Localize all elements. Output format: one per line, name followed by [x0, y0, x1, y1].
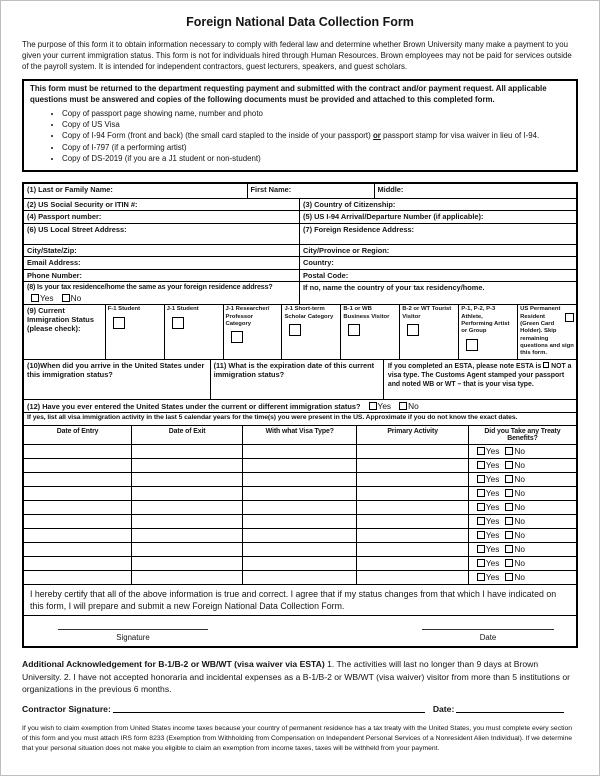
contractor-signature-section: [22, 704, 578, 714]
visa-type-cell[interactable]: [243, 571, 357, 584]
treaty-benefits-cell: [469, 473, 576, 486]
treaty-no-label: No: [514, 529, 526, 540]
page-title: Foreign National Data Collection Form: [186, 15, 414, 29]
contractor-date-label: Date:: [432, 703, 455, 714]
row-immigration-status: [24, 305, 576, 360]
question-10-cell[interactable]: (10)When did you arrive in the United States under this immigration status?: [24, 360, 211, 399]
activity-row: [24, 487, 576, 501]
treaty-no-label: No: [514, 543, 526, 554]
checklist-i94-text: Copy of I-94 Form (front and back) (the small card stapled to the inside of your passport): [62, 131, 373, 141]
visa-type-cell[interactable]: [243, 501, 357, 514]
row-passport-i94: [24, 211, 576, 224]
entry-date-cell[interactable]: [24, 487, 132, 500]
esta-note-text: If you completed an ESTA, please note ESTA is: [387, 362, 544, 370]
certification-row: [24, 585, 576, 617]
field-us-street-address[interactable]: (6) US Local Street Address:: [24, 224, 300, 244]
activity-row: [24, 501, 576, 515]
acknowledgement-text: 1. The activities will last no longer than 9 days at Brown University. 2. I have not accepted honoraria and incidental expenses as a B-1/B-2 or WB/WT (visa waiver) visitor from more than 5 institutions or organizations in the previous 6 months.: [22, 659, 571, 695]
activity-row: [24, 529, 576, 543]
row-phone-postal: [24, 270, 576, 283]
main-form-table: [22, 182, 578, 649]
signature-label: Signature: [116, 633, 150, 643]
treaty-no-checkbox[interactable]: [505, 559, 513, 567]
status-option-j1-student: [165, 305, 224, 359]
field-email-address[interactable]: Email Address:: [24, 257, 300, 269]
exit-date-cell[interactable]: [132, 459, 243, 472]
status-option-p1-p2-p3: [459, 305, 518, 359]
exit-date-cell[interactable]: [132, 543, 243, 556]
q12-yes-no-group: [369, 402, 425, 411]
treaty-no-label: No: [514, 473, 526, 484]
status-option-j1-researcher: [224, 305, 283, 359]
treaty-yes-checkbox[interactable]: [477, 447, 485, 455]
b1-wb-checkbox[interactable]: [348, 324, 360, 336]
row-addresses: [24, 224, 576, 245]
header-visa-type: With what Visa Type?: [243, 426, 357, 444]
q12-no-checkbox[interactable]: [399, 402, 407, 410]
status-label-j1-student: J-1 Student: [166, 306, 199, 313]
treaty-no-label: No: [514, 557, 526, 568]
entry-date-cell[interactable]: [24, 445, 132, 458]
treaty-yes-checkbox[interactable]: [477, 517, 485, 525]
q8-no-label: No: [70, 293, 82, 304]
treaty-yes-label: Yes: [485, 571, 500, 582]
permanent-resident-checkbox[interactable]: [565, 313, 574, 322]
signature-group: [58, 629, 208, 642]
f1-student-checkbox[interactable]: [113, 317, 125, 329]
treaty-yes-label: Yes: [485, 459, 500, 470]
status-section-label: (9) Current Immigration Status (please check):: [24, 305, 106, 359]
field-i94-number[interactable]: (5) US I-94 Arrival/Departure Number (if applicable):: [303, 212, 484, 222]
status-label-f1-student: F-1 Student: [107, 306, 141, 313]
treaty-no-checkbox[interactable]: [505, 475, 513, 483]
exit-date-cell[interactable]: [132, 515, 243, 528]
activity-row: [24, 571, 576, 585]
status-option-permanent-resident: [518, 305, 576, 359]
treaty-no-label: No: [514, 515, 526, 526]
treaty-yes-label: Yes: [485, 501, 500, 512]
entry-date-cell[interactable]: [24, 571, 132, 584]
treaty-no-checkbox[interactable]: [505, 489, 513, 497]
contractor-date-line[interactable]: [456, 712, 564, 713]
treaty-yes-checkbox[interactable]: [477, 461, 485, 469]
esta-note-text-end: NOT a visa type. The Customs Agent stamped your passport and noted WB or WT – that is your visa type.: [387, 362, 572, 388]
entry-date-cell[interactable]: [24, 557, 132, 570]
q12-followup-text: If yes, list all visa immigration activity in the last 5 calendar years for the time(s) you were present in the US. Approximate if you do not know the exact dates.: [27, 413, 518, 421]
j1-researcher-checkbox[interactable]: [231, 331, 243, 343]
treaty-yes-label: Yes: [485, 445, 500, 456]
exit-date-cell[interactable]: [132, 501, 243, 514]
activity-row: [24, 445, 576, 459]
exit-date-cell[interactable]: [132, 473, 243, 486]
treaty-benefits-cell: [469, 529, 576, 542]
field-phone-number[interactable]: Phone Number:: [24, 270, 300, 282]
field-foreign-residence-address[interactable]: (7) Foreign Residence Address:: [303, 224, 415, 234]
treaty-yes-checkbox[interactable]: [477, 475, 485, 483]
notice-heading: This form must be returned to the department requesting payment and submitted with the contract and/or payment request. All applicable questions must be answered and copies of the following documents must be provided and attached to this completed form.: [30, 84, 547, 104]
treaty-benefits-cell: [469, 557, 576, 570]
field-postal-code[interactable]: Postal Code:: [303, 270, 349, 280]
checklist-i94-text-end: passport stamp for visa waiver in lieu of I-94.: [380, 131, 540, 141]
checklist-item-i797: • Copy of I-797 (if a performing artist): [62, 143, 568, 153]
field-last-name[interactable]: (1) Last or Family Name:: [24, 184, 248, 198]
row-q12: [24, 400, 576, 413]
row-city: [24, 245, 576, 258]
q12-yes-checkbox[interactable]: [369, 402, 377, 410]
q8-no-checkbox[interactable]: [62, 294, 70, 302]
treaty-no-checkbox[interactable]: [505, 503, 513, 511]
p1-p2-p3-checkbox[interactable]: [466, 339, 478, 351]
row-q10-q11-esta: [24, 360, 576, 400]
exit-date-cell[interactable]: [132, 571, 243, 584]
status-option-j1-short-term: [282, 305, 341, 359]
primary-activity-cell[interactable]: [357, 487, 469, 500]
visa-type-cell[interactable]: [243, 473, 357, 486]
contractor-signature-label: Contractor Signature:: [22, 703, 111, 714]
question-11-cell[interactable]: (11) What is the expiration date of this current immigration status?: [211, 360, 384, 399]
permanent-resident-text: US Permanent Resident (Green Card Holder). Skip remaining questions and sign this form.: [520, 306, 574, 357]
primary-activity-cell[interactable]: [357, 515, 469, 528]
entry-date-cell[interactable]: [24, 515, 132, 528]
question-8-cell: [24, 282, 300, 304]
field-country-citizenship[interactable]: (3) Country of Citizenship:: [303, 199, 396, 209]
primary-activity-cell[interactable]: [357, 459, 469, 472]
treaty-yes-checkbox[interactable]: [477, 573, 485, 581]
treaty-yes-label: Yes: [485, 473, 500, 484]
treaty-benefits-cell: [469, 445, 576, 458]
activity-row: [24, 459, 576, 473]
exit-date-cell[interactable]: [132, 529, 243, 542]
status-option-b1-wb: [341, 305, 400, 359]
treaty-yes-checkbox[interactable]: [477, 531, 485, 539]
visa-type-cell[interactable]: [243, 557, 357, 570]
visa-type-cell[interactable]: [243, 543, 357, 556]
primary-activity-cell[interactable]: [357, 473, 469, 486]
checklist-i94-or: or: [372, 131, 381, 141]
treaty-yes-checkbox[interactable]: [477, 559, 485, 567]
status-label-b2-wt: B-2 or WT Tourist Visitor: [402, 306, 452, 320]
field-first-name[interactable]: First Name:: [248, 184, 375, 198]
visa-type-cell[interactable]: [243, 515, 357, 528]
row-q12-followup: [24, 413, 576, 426]
treaty-yes-label: Yes: [485, 543, 500, 554]
field-ssn-itin[interactable]: (2) US Social Security or ITIN #:: [24, 199, 300, 211]
entry-date-cell[interactable]: [24, 459, 132, 472]
primary-activity-cell[interactable]: [357, 529, 469, 542]
activity-row: [24, 557, 576, 571]
q8-yes-label: Yes: [40, 293, 54, 304]
status-label-b1-wb: B-1 or WB Business Visitor: [343, 306, 390, 320]
treaty-benefits-cell: [469, 487, 576, 500]
header-treaty-benefits: Did you Take any Treaty Benefits?: [484, 427, 561, 442]
exit-date-cell[interactable]: [132, 487, 243, 500]
b2-wt-checkbox[interactable]: [407, 324, 419, 336]
q8-yes-no-group: [31, 293, 296, 303]
entry-date-cell[interactable]: [24, 529, 132, 542]
q12-no-label: No: [408, 400, 419, 411]
visa-type-cell[interactable]: [243, 487, 357, 500]
j1-short-term-checkbox[interactable]: [289, 324, 301, 336]
primary-activity-cell[interactable]: [357, 501, 469, 514]
treaty-no-checkbox[interactable]: [505, 461, 513, 469]
visa-type-cell[interactable]: [243, 459, 357, 472]
primary-activity-cell[interactable]: [357, 557, 469, 570]
treaty-no-checkbox[interactable]: [505, 545, 513, 553]
status-label-j1-short-term: J-1 Short-term Scholar Category: [284, 306, 334, 320]
intro-paragraph: The purpose of this form it to obtain information necessary to comply with federal law and determine whether Brown University many make a payment to you given your current immigration status. This form is not for individuals hired through Human Resources. Brown employees may not be paid for services outside of the payroll system. It is intended for independent contractors, guest lecturers, speakers, and guest scholars.: [22, 40, 572, 72]
treaty-no-checkbox[interactable]: [505, 573, 513, 581]
signature-row: [24, 616, 576, 646]
treaty-benefits-cell: [469, 501, 576, 514]
question-12-cell: [24, 400, 576, 412]
entry-date-cell[interactable]: [24, 473, 132, 486]
checklist-item-ds2019: • Copy of DS-2019 (if you are a J1 student or non-student): [62, 154, 568, 164]
header-date-of-entry: Date of Entry: [24, 426, 132, 444]
status-label-p1-p2-p3: P-1, P-2, P-3 Athlete, Performing Artist or Group: [461, 306, 510, 335]
question-8-label: (8) Is your tax residence/home the same as your foreign residence address?: [27, 283, 273, 292]
treaty-no-label: No: [514, 487, 526, 498]
notice-box: [22, 79, 578, 171]
status-label-j1-researcher: J-1 Researcher/ Professor Category: [225, 306, 270, 327]
treaty-benefits-cell: [469, 459, 576, 472]
treaty-yes-checkbox[interactable]: [477, 489, 485, 497]
date-label: Date: [479, 633, 497, 643]
treaty-no-label: No: [514, 445, 526, 456]
field-passport-number[interactable]: (4) Passport number:: [24, 211, 300, 223]
treaty-yes-label: Yes: [485, 557, 500, 568]
treaty-no-label: No: [514, 571, 526, 582]
treaty-benefits-cell: [469, 543, 576, 556]
treaty-no-checkbox[interactable]: [505, 447, 513, 455]
certification-statement: I hereby certify that all of the above information is true and correct. I agree that if my status changes from that which I have indicated on this form, I will prepare and submit a new Foreign National Data Collection Form.: [30, 588, 557, 612]
field-city-province-region[interactable]: City/Province or Region:: [303, 245, 390, 255]
j1-student-checkbox[interactable]: [172, 317, 184, 329]
treaty-no-label: No: [514, 459, 526, 470]
treaty-benefits-cell: [469, 571, 576, 584]
acknowledgement-heading: Additional Acknowledgement for B-1/B-2 or WB/WT (visa waiver via ESTA): [22, 659, 325, 670]
field-city-state-zip[interactable]: City/State/Zip:: [24, 245, 300, 257]
activity-row: [24, 515, 576, 529]
row-email-country: [24, 257, 576, 270]
checklist-item-passport: • Copy of passport page showing name, number and photo: [62, 109, 568, 119]
header-primary-activity: Primary Activity: [357, 426, 469, 444]
treaty-yes-checkbox[interactable]: [477, 503, 485, 511]
row-ssn-citizenship: [24, 199, 576, 212]
signature-line[interactable]: [58, 629, 208, 630]
field-middle-name[interactable]: Middle:: [377, 184, 404, 194]
treaty-yes-label: Yes: [485, 515, 500, 526]
status-option-f1-student: [106, 305, 165, 359]
primary-activity-cell[interactable]: [357, 543, 469, 556]
treaty-yes-label: Yes: [485, 529, 500, 540]
checklist-item-i94: [62, 131, 568, 141]
row-tax-residence: [24, 282, 576, 305]
contractor-signature-line[interactable]: [113, 712, 425, 713]
checklist-item-us-visa: • Copy of US Visa: [62, 120, 568, 130]
date-line[interactable]: [422, 629, 554, 630]
exit-date-cell[interactable]: [132, 557, 243, 570]
q8-yes-checkbox[interactable]: [31, 294, 39, 302]
primary-activity-cell[interactable]: [357, 571, 469, 584]
entry-date-cell[interactable]: [24, 543, 132, 556]
primary-activity-cell[interactable]: [357, 445, 469, 458]
activity-row: [24, 543, 576, 557]
treaty-yes-checkbox[interactable]: [477, 545, 485, 553]
entry-date-cell[interactable]: [24, 501, 132, 514]
activity-row: [24, 473, 576, 487]
date-group: [422, 629, 554, 642]
document-checklist: [30, 109, 568, 165]
q12-yes-label: Yes: [377, 400, 392, 411]
treaty-no-checkbox[interactable]: [505, 517, 513, 525]
treaty-yes-label: Yes: [485, 487, 500, 498]
status-option-b2-wt: [400, 305, 459, 359]
question-12-label: (12) Have you ever entered the United States under the current or different immigration status?: [27, 401, 361, 411]
esta-note-cell: [384, 360, 576, 399]
activity-header-row: [24, 426, 576, 445]
tax-treaty-footnote: If you wish to claim exemption from United States income taxes because your country of permanent residence has a tax treaty with the United States, you must complete every section of this form and you must attach IRS form 8233 (Exemption from Withholding from Compensation on Independent Personal Services of a Nonresident Alien Individual). If we determine that your personal situation does not make you eligible to claim an exemption from income taxes, taxes will be withheld from your payment.: [22, 724, 573, 753]
visa-type-cell[interactable]: [243, 529, 357, 542]
exit-date-cell[interactable]: [132, 445, 243, 458]
header-date-of-exit: Date of Exit: [132, 426, 243, 444]
treaty-benefits-cell: [469, 515, 576, 528]
field-country[interactable]: Country:: [303, 258, 334, 268]
row-name: [24, 184, 576, 199]
status-label-permanent-resident: [520, 306, 574, 358]
treaty-no-label: No: [514, 501, 526, 512]
additional-acknowledgement: [22, 658, 578, 695]
q8-if-no-cell[interactable]: If no, name the country of your tax residency/home.: [303, 283, 485, 293]
treaty-no-checkbox[interactable]: [505, 531, 513, 539]
visa-type-cell[interactable]: [243, 445, 357, 458]
